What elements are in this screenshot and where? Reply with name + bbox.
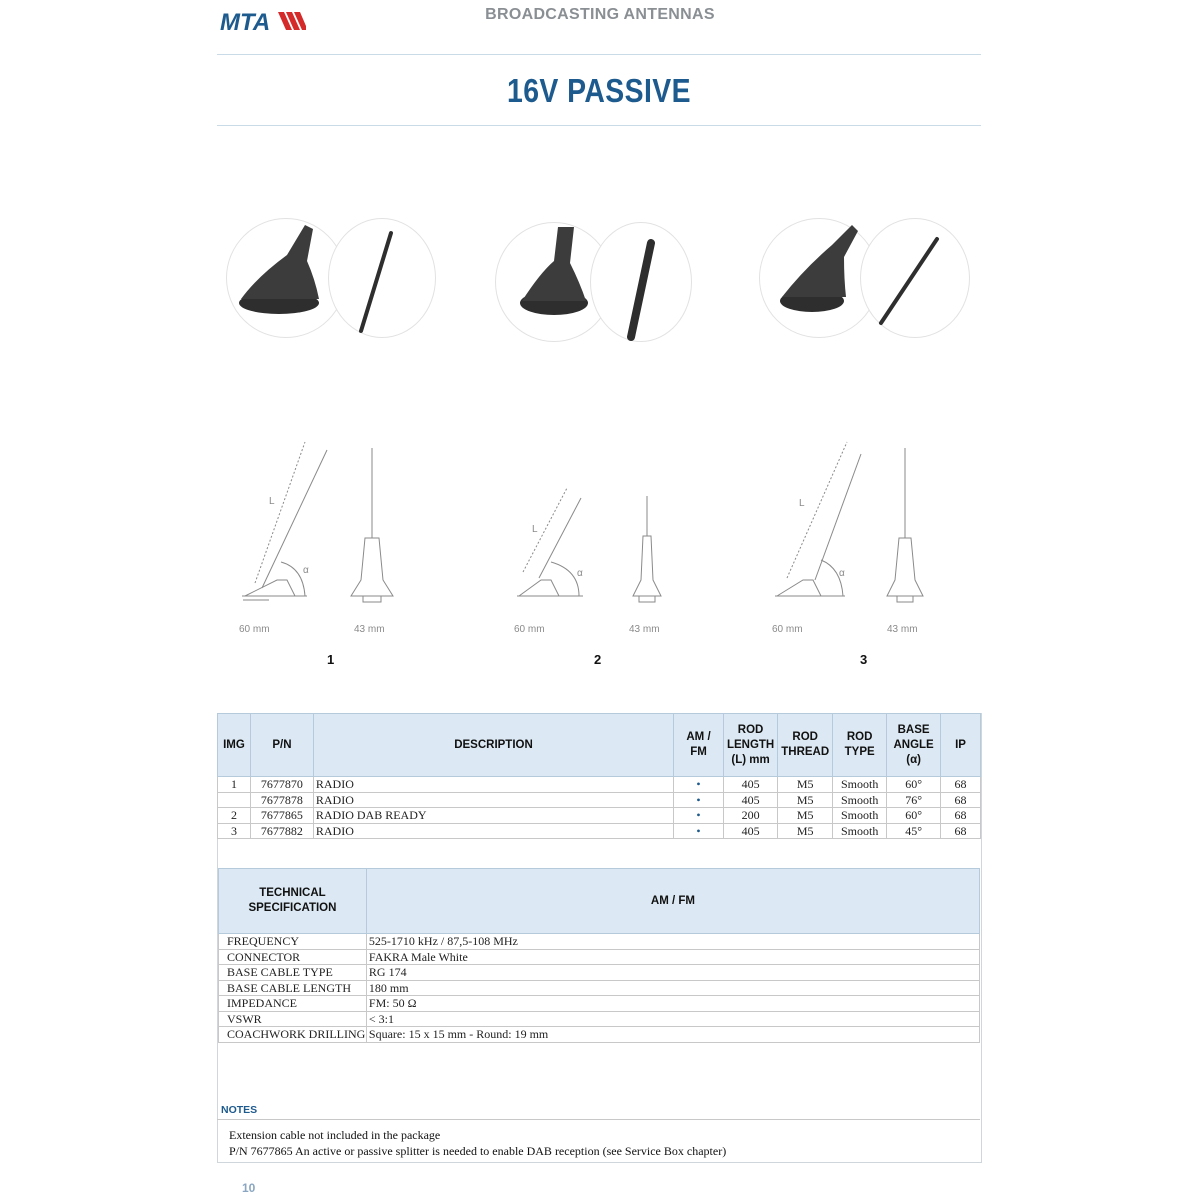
cell-rod-type: Smooth — [833, 808, 887, 824]
col-rod-length-l1: ROD — [737, 723, 764, 736]
spec-row — [219, 934, 980, 950]
spec-value: 525-1710 kHz / 87,5-108 MHz — [366, 934, 979, 950]
drawing-svg — [217, 430, 981, 680]
cell-rod-length: 405 — [723, 823, 777, 839]
cell-amfm: • — [674, 777, 724, 793]
cell-img: 2 — [218, 808, 251, 824]
note-line: P/N 7677865 An active or passive splitter is needed to enable DAB reception (see Service Box chapter) — [229, 1143, 727, 1158]
cell-base-angle: 45° — [887, 823, 941, 839]
cell-amfm: • — [674, 792, 724, 808]
cell-base-angle: 60° — [887, 777, 941, 793]
spec-row — [219, 980, 980, 996]
antenna-rod-image — [861, 219, 969, 337]
angle-label-2: α — [577, 568, 583, 579]
cell-amfm: • — [674, 808, 724, 824]
length-label-3: L — [799, 498, 805, 509]
image-number-2: 2 — [594, 652, 602, 667]
spec-value: Square: 15 x 15 mm - Round: 19 mm — [366, 1027, 979, 1043]
col-pn: P/N — [250, 714, 313, 777]
base-side-label-1: 43 mm — [354, 624, 385, 635]
col-base-angle-l2: ANGLE — [893, 738, 934, 751]
col-rod-thread-l1: ROD — [792, 731, 818, 743]
cell-rod-length: 405 — [723, 777, 777, 793]
header-divider — [217, 54, 981, 55]
col-rod-thread-l2: THREAD — [781, 746, 830, 758]
spec-label: COACHWORK DRILLING — [219, 1027, 367, 1043]
col-rod-type-l2: TYPE — [844, 746, 875, 758]
cell-pn: 7677878 — [250, 792, 313, 808]
cell-rod-type: Smooth — [833, 792, 887, 808]
col-rod-thread — [778, 714, 833, 777]
base-width-label-3: 60 mm — [772, 624, 803, 635]
product-table-header — [218, 714, 981, 777]
spec-header-left-l1: TECHNICAL — [259, 887, 326, 899]
cell-img: 1 — [218, 777, 251, 793]
spec-header-right: AM / FM — [366, 869, 979, 934]
logo-text: MTA — [220, 9, 271, 33]
col-rod-length-l3: (L) mm — [731, 753, 770, 766]
col-base-angle — [887, 714, 941, 777]
technical-drawings — [217, 430, 981, 680]
col-rod-length — [723, 714, 777, 777]
spec-label: VSWR — [219, 1011, 367, 1027]
spec-value: < 3:1 — [366, 1011, 979, 1027]
spec-value: FM: 50 Ω — [366, 996, 979, 1012]
cell-base-angle: 60° — [887, 808, 941, 824]
cell-rod-length: 405 — [723, 792, 777, 808]
spec-table-header — [219, 869, 980, 934]
cell-base-angle: 76° — [887, 792, 941, 808]
table-row — [218, 777, 981, 793]
spec-value: RG 174 — [366, 965, 979, 981]
photo-rod-2 — [590, 222, 692, 342]
col-img: IMG — [218, 714, 251, 777]
base-width-label-1: 60 mm — [239, 624, 270, 635]
angle-label-3: α — [839, 568, 845, 579]
cell-rod-thread: M5 — [778, 777, 833, 793]
cell-description: RADIO — [313, 777, 673, 793]
image-number-1: 1 — [327, 652, 335, 667]
antenna-rod-image — [591, 223, 691, 341]
notes-box — [217, 1119, 980, 1162]
base-side-label-2: 43 mm — [629, 624, 660, 635]
col-amfm: AM / FM — [674, 714, 724, 777]
spec-label: IMPEDANCE — [219, 996, 367, 1012]
page-number: 10 — [242, 1181, 256, 1195]
spec-value: 180 mm — [366, 980, 979, 996]
spec-table — [218, 868, 980, 1043]
cell-ip: 68 — [941, 808, 981, 824]
product-table — [217, 713, 981, 839]
spec-label: BASE CABLE LENGTH — [219, 980, 367, 996]
spec-label: CONNECTOR — [219, 949, 367, 965]
col-rod-length-l2: LENGTH — [726, 738, 775, 751]
length-label-1: L — [269, 496, 275, 507]
cell-rod-thread: M5 — [778, 792, 833, 808]
mta-logo — [220, 9, 306, 33]
cell-ip: 68 — [941, 792, 981, 808]
cell-pn: 7677865 — [250, 808, 313, 824]
col-rod-type — [833, 714, 887, 777]
cell-pn: 7677870 — [250, 777, 313, 793]
antenna-rod-image — [329, 219, 435, 337]
cell-pn: 7677882 — [250, 823, 313, 839]
cell-description: RADIO — [313, 823, 673, 839]
cell-ip: 68 — [941, 823, 981, 839]
spec-row — [219, 1011, 980, 1027]
cell-rod-type: Smooth — [833, 777, 887, 793]
col-base-angle-l1: BASE — [897, 723, 930, 736]
col-description: DESCRIPTION — [313, 714, 673, 777]
col-base-angle-l3: (α) — [906, 753, 921, 766]
note-line: Extension cable not included in the package — [229, 1128, 441, 1142]
table-row — [218, 808, 981, 824]
cell-img: 3 — [218, 823, 251, 839]
spec-header-left — [219, 869, 367, 934]
page-title: 16V PASSIVE — [506, 72, 692, 109]
spec-value: FAKRA Male White — [366, 949, 979, 965]
spec-row — [219, 996, 980, 1012]
angle-label-1: α — [303, 565, 309, 576]
title-divider — [217, 125, 981, 126]
cell-amfm: • — [674, 823, 724, 839]
table-row — [218, 823, 981, 839]
spec-row — [219, 1027, 980, 1043]
section-title: BROADCASTING ANTENNAS — [485, 6, 715, 23]
spec-row — [219, 965, 980, 981]
cell-img — [218, 792, 251, 808]
base-side-label-3: 43 mm — [887, 624, 918, 635]
col-rod-type-l1: ROD — [846, 731, 873, 743]
cell-description: RADIO DAB READY — [313, 808, 673, 824]
cell-rod-type: Smooth — [833, 823, 887, 839]
spec-header-left-l2: SPECIFICATION — [248, 902, 337, 914]
base-width-label-2: 60 mm — [514, 624, 545, 635]
cell-description: RADIO — [313, 792, 673, 808]
cell-rod-thread: M5 — [778, 823, 833, 839]
col-ip: IP — [941, 714, 981, 777]
photo-rod-1 — [328, 218, 436, 338]
image-number-3: 3 — [860, 652, 868, 667]
cell-rod-length: 200 — [723, 808, 777, 824]
cell-rod-thread: M5 — [778, 808, 833, 824]
photo-rod-3 — [860, 218, 970, 338]
cell-ip: 68 — [941, 777, 981, 793]
spec-label: FREQUENCY — [219, 934, 367, 950]
table-row — [218, 792, 981, 808]
spec-label: BASE CABLE TYPE — [219, 965, 367, 981]
spec-row — [219, 949, 980, 965]
length-label-2: L — [532, 524, 538, 535]
notes-label: NOTES — [221, 1104, 258, 1116]
